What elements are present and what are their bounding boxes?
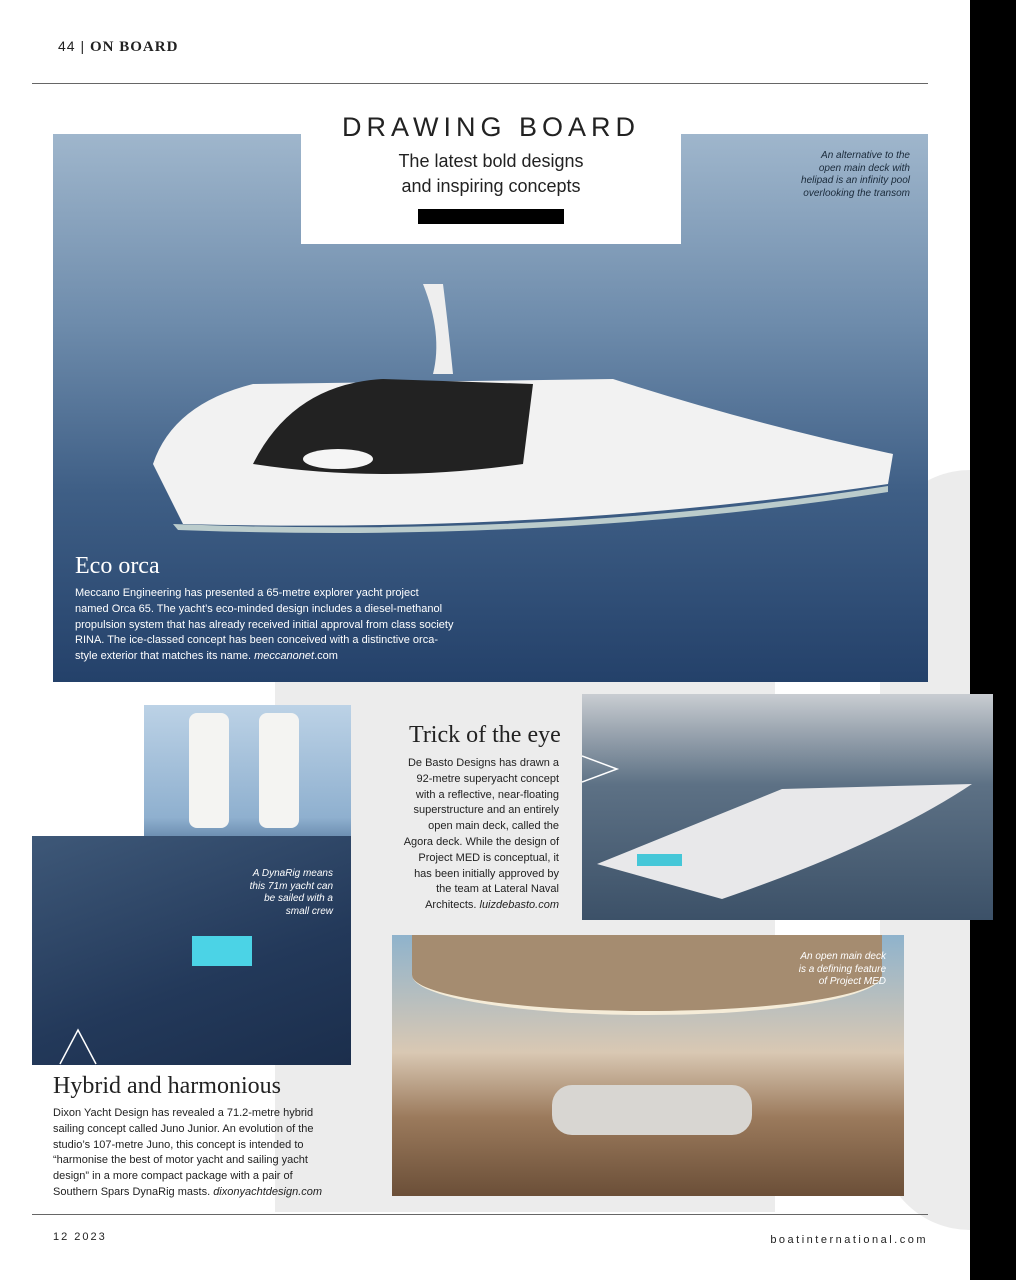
- page-subtitle: The latest bold designs and inspiring concepts: [398, 151, 584, 196]
- project-med-image: [582, 694, 993, 920]
- triangle-icon: [58, 1026, 98, 1065]
- trick-caption: An open main deck is a defining feature of Project MED: [798, 951, 886, 987]
- hybrid-heading: Hybrid and harmonious: [53, 1073, 281, 1099]
- sofa: [552, 1085, 752, 1135]
- title-bar: [418, 209, 564, 224]
- title-box: [301, 104, 681, 244]
- page-title: DRAWING BOARD: [341, 112, 640, 142]
- sail: [259, 713, 299, 828]
- eco-orca-heading: Eco orca: [75, 553, 160, 579]
- trick-heading: Trick of the eye: [409, 722, 561, 748]
- hybrid-caption: A DynaRig means this 71m yacht can be sailed with a small crew: [249, 868, 333, 917]
- eco-orca-body: Meccano Engineering has presented a 65-metre explorer yacht project named Orca 65. The yacht’s eco-minded design includes a diesel-methanol propulsion system that has already received initial approval from class society RINA. The ice-classed concept has been conceived with a distinctive orca-style exterior that matches its name. meccanonet.com: [75, 587, 454, 663]
- trick-body: De Basto Designs has drawn a 92-metre superyacht concept with a reflective, near-floating superstructure and an entirely open main deck, called the Agora deck. While the design of Project MED is conceptual, it has been initially approved by the team at Lateral Naval Architects. luizdebasto.com: [403, 757, 559, 912]
- top-rule: [32, 83, 928, 84]
- bottom-rule: [32, 1214, 928, 1215]
- issue-date: 12 2023: [53, 1231, 107, 1243]
- hybrid-body: Dixon Yacht Design has revealed a 71.2-metre hybrid sailing concept called Juno Junior. An evolution of the studio’s 107-metre Juno, this concept is intended to “harmonise the best of motor yacht and sailing yacht design” in a more compact package with a pair of Southern Spars DynaRig masts. dixonyachtdesign.com: [53, 1107, 323, 1198]
- website: boatinternational.com: [770, 1234, 928, 1246]
- pool: [192, 936, 252, 966]
- eco-orca-caption: An alternative to the open main deck with helipad is an infinity pool overlooking the transom: [801, 150, 910, 199]
- folio: 44 | ON BOARD: [58, 38, 179, 55]
- sailing-yacht-image: [144, 705, 351, 855]
- page-edge-bar: [970, 0, 1016, 1280]
- superyacht-illustration: [582, 694, 993, 920]
- sail: [189, 713, 229, 828]
